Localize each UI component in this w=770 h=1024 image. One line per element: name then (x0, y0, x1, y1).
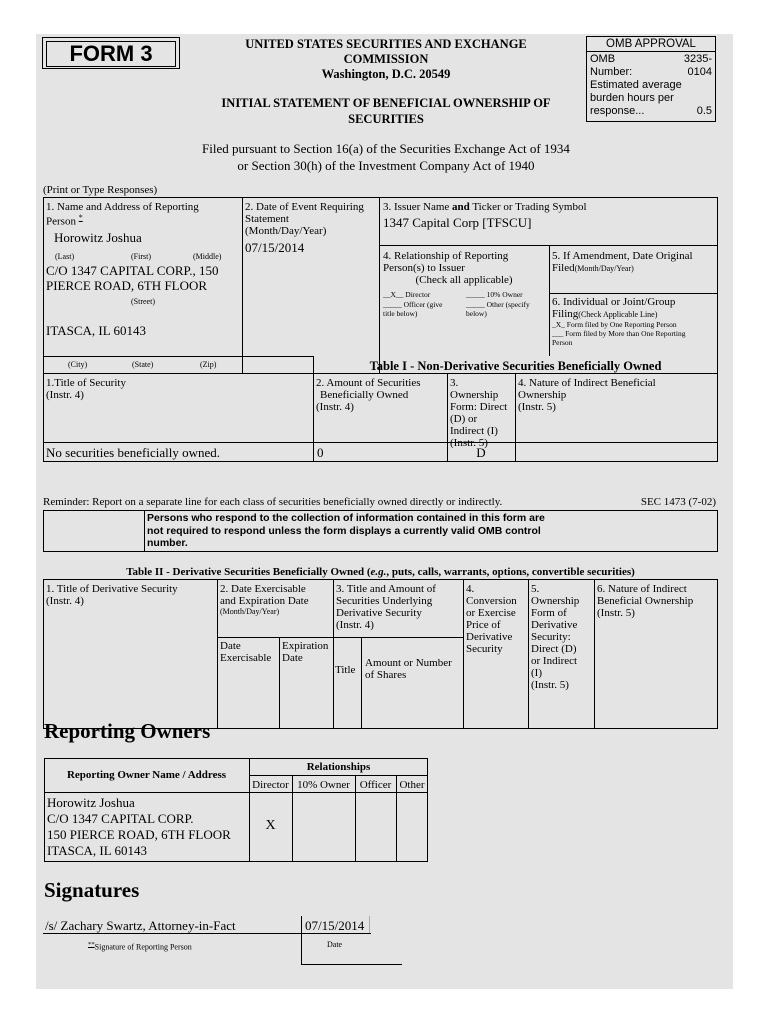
t2-c5-line4: Derivative (531, 619, 578, 631)
reporting-person-name: Horowitz Joshua (54, 230, 142, 245)
t2-c5-line8: (I) (531, 667, 542, 679)
t2-c4-line5: Derivative (466, 631, 513, 643)
form-title-line2: SECURITIES (348, 112, 424, 126)
t2-c3 (336, 583, 462, 631)
relationship-other (466, 300, 530, 318)
t1-c3-line4: (D) or (450, 413, 478, 425)
relationship-officer (383, 300, 442, 318)
box2-label-line3: (Month/Day/Year) (245, 225, 327, 237)
t1-c4-line2: Ownership (518, 389, 567, 401)
other-line1: _____ Other (specify (466, 300, 530, 309)
omb-notice (147, 512, 707, 550)
omb-number-label-b: Number: (590, 66, 633, 78)
box6-option-one: _X_ Form filed by One Reporting Person (552, 320, 677, 329)
box6-option-more: ___ Form filed by More than One Reporting (552, 329, 686, 338)
box3-label (383, 201, 713, 213)
box1-label (46, 201, 241, 228)
table1-header-form (450, 377, 516, 449)
label-last: (Last) (55, 252, 75, 261)
box5-label (552, 250, 717, 274)
label-middle: (Middle) (193, 252, 222, 261)
t2-c3-line1: 3. Title and Amount of (336, 583, 436, 595)
owner-line1: Horowitz Joshua (47, 795, 135, 810)
signature-value: /s/ Zachary Swartz, Attorney-in-Fact (45, 918, 236, 933)
box6-label-line3: (Check Applicable Line) (578, 310, 658, 319)
box5-label-line1: 5. If Amendment, Date Original (552, 250, 693, 262)
t1-c3-line2: Ownership (450, 389, 499, 401)
t2-c3-amount-a: Amount or Number (365, 657, 452, 669)
box4-label-line1: 4. Relationship of Reporting (383, 250, 509, 262)
address-line2: PIERCE ROAD, 6TH FLOOR (46, 278, 208, 293)
t2-c5-line5: Security: (531, 631, 571, 643)
box4-label-line2: Person(s) to Issuer (383, 262, 465, 274)
t2-c5-line6: Direct (D) (531, 643, 577, 655)
owner-name-header: Reporting Owner Name / Address (66, 769, 227, 781)
t1-c3-line5: Indirect (I) (450, 425, 498, 437)
table1-header-title (46, 377, 311, 401)
box6-option-more-b: Person (552, 338, 573, 347)
box4-label (380, 250, 548, 286)
label-state: (State) (132, 360, 154, 369)
omb-burden-label: response... (590, 105, 645, 117)
t2-c1 (46, 583, 216, 607)
table1-title: Table I - Non-Derivative Securities Beneficially Owned (369, 359, 662, 373)
signatures-heading: Signatures (44, 878, 140, 902)
box3-label-b: Ticker or Trading Symbol (469, 201, 587, 213)
box5-label-line3: (Month/Day/Year) (574, 264, 634, 273)
omb-approval-box (586, 36, 716, 122)
agency-location: Washington, D.C. 20549 (321, 67, 451, 81)
omb-number-label: OMB (590, 53, 616, 65)
relationship-director: __X__ Director (383, 290, 431, 299)
t2-c5 (531, 583, 593, 691)
t2-c3-amount-b: of Shares (365, 669, 407, 681)
t1-c4-line1: 4. Nature of Indirect Beneficial (518, 377, 656, 389)
form-page (36, 34, 733, 989)
box3-label-a: 3. Issuer Name (383, 201, 453, 213)
agency-line1: UNITED STATES SECURITIES AND EXCHANGE (245, 37, 527, 51)
owner-address (47, 795, 231, 859)
t2-c2-expiration-date (282, 640, 334, 664)
owner-line3: 150 PIERCE ROAD, 6TH FLOOR (47, 827, 231, 842)
table2-title-eg: e.g. (370, 566, 387, 578)
relationships-header: Relationships (306, 761, 371, 773)
t2-c5-line1: 5. (531, 583, 540, 595)
t2-c5-line3: Form of (531, 607, 567, 619)
box3-label-and: and (452, 201, 470, 213)
t2-c4-line3: or Exercise (466, 607, 516, 619)
signature-label-text: Signature of Reporting Person (94, 942, 192, 952)
t2-c5-line9: (Instr. 5) (531, 679, 569, 691)
t2-c1-line1: 1. Title of Derivative Security (46, 583, 178, 595)
owner-line2: C/O 1347 CAPITAL CORP. (47, 811, 194, 826)
table1-row-form: D (476, 445, 486, 460)
box1-asterisk: * (78, 213, 83, 222)
table2-title (43, 566, 718, 578)
t2-c2-line3: (Month/Day/Year) (220, 607, 280, 616)
form-title-line1: INITIAL STATEMENT OF BENEFICIAL OWNERSHIP OF (221, 96, 551, 110)
rel-ten-pct-header: 10% Owner (297, 779, 350, 791)
print-note: (Print or Type Responses) (43, 184, 158, 196)
t2-c2-date: Date (220, 640, 241, 652)
t1-c2-line1: 2. Amount of Securities (316, 377, 421, 389)
box2-label-line1: 2. Date of Event Requiring (245, 201, 364, 213)
omb-burden-line1: Estimated average (590, 79, 682, 91)
box4-label-line3: (Check all applicable) (415, 274, 513, 286)
label-street: (Street) (131, 297, 155, 306)
label-city: (City) (68, 360, 88, 369)
table2-title-b: , puts, calls, warrants, options, convertible securities) (386, 566, 635, 578)
t2-c2-date-exercisable (220, 640, 278, 664)
rel-other-header: Other (399, 779, 425, 791)
reporting-person-city: ITASCA, IL 60143 (46, 323, 146, 338)
t2-c6-line3: (Instr. 5) (597, 607, 635, 619)
t2-c4-line6: Security (466, 643, 503, 655)
t1-c3-line6: (Instr. 5) (450, 437, 488, 449)
t2-c2 (220, 583, 332, 616)
sec-number: SEC 1473 (7-02) (640, 496, 716, 508)
rel-director-header: Director (252, 779, 289, 791)
filed-line2: or Section 30(h) of the Investment Company Act of 1940 (237, 158, 535, 173)
t1-c2-line3: (Instr. 4) (316, 401, 354, 413)
address-line1: C/O 1347 CAPITAL CORP., 150 (46, 263, 219, 278)
filed-line1: Filed pursuant to Section 16(a) of the Securities Exchange Act of 1934 (202, 141, 570, 156)
agency-line2: COMMISSION (343, 52, 429, 66)
t2-c2-exercisable: Exercisable (220, 652, 272, 664)
box1-label-line2: Person (46, 215, 76, 228)
t2-c4 (466, 583, 528, 655)
table1-row-title: No securities beneficially owned. (46, 445, 220, 460)
event-date: 07/15/2014 (245, 240, 305, 255)
table1-header-nature (518, 377, 716, 413)
other-line2: below) (466, 309, 487, 318)
reporting-person-address (46, 263, 219, 293)
relationship-ten-pct: _____ 10% Owner (466, 290, 523, 299)
t2-c4-line1: 4. (466, 583, 475, 595)
signature-date: 07/15/2014 (305, 918, 365, 933)
signature-label (88, 940, 192, 952)
box2-label-line2: Statement (245, 213, 289, 225)
t2-c6-line2: Beneficial Ownership (597, 595, 694, 607)
reminder-text: Reminder: Report on a separate line for each class of securities beneficially owned directly or indirectly. (43, 496, 503, 508)
filed-pursuant (136, 140, 636, 174)
notice-line2: not required to respond unless the form displays a currently valid OMB control (147, 524, 541, 537)
t2-c3-line3: Derivative Security (336, 607, 422, 619)
t1-c1-line1: 1.Title of Security (46, 377, 126, 389)
omb-burden-line2: burden hours per (590, 92, 674, 104)
label-zip: (Zip) (200, 360, 217, 369)
t2-c6 (597, 583, 717, 619)
officer-line1: _____ Officer (give (383, 300, 443, 309)
omb-details (590, 53, 712, 118)
box6-label (552, 296, 717, 347)
t2-c3-line2: Securities Underlying (336, 595, 433, 607)
t2-c3-amount (365, 657, 463, 681)
box5-label-line2: Filed (552, 262, 575, 274)
table1-header-amount (316, 377, 446, 413)
omb-number-value-b: 0104 (687, 66, 712, 78)
notice-line3: number. (147, 537, 188, 549)
box1-label-line1: 1. Name and Address of Reporting (46, 201, 199, 213)
t2-c3-title: Title (335, 664, 356, 676)
reporting-owners-heading: Reporting Owners (44, 719, 211, 743)
omb-title: OMB APPROVAL (587, 37, 715, 52)
t1-c2-line2: Beneficially Owned (320, 389, 409, 401)
t2-c2-expiration: Expiration (282, 640, 329, 652)
t2-c2-line2: and Expiration Date (220, 595, 309, 607)
label-first: (First) (131, 252, 151, 261)
t2-c6-line1: 6. Nature of Indirect (597, 583, 687, 595)
box2-label (245, 201, 379, 237)
t2-c5-line7: or Indirect (531, 655, 578, 667)
rel-officer-header: Officer (359, 779, 392, 791)
signature-date-label: Date (327, 940, 343, 949)
t2-c3-line4: (Instr. 4) (336, 619, 374, 631)
t2-c2-exp-date: Date (282, 652, 303, 664)
officer-line2: title below) (383, 309, 418, 318)
notice-line1: Persons who respond to the collection of information contained in this form are (147, 512, 545, 524)
t2-c2-line1: 2. Date Exercisable (220, 583, 306, 595)
t2-c4-line2: Conversion (466, 595, 517, 607)
t1-c1-line2: (Instr. 4) (46, 389, 84, 401)
form-label: FORM 3 (46, 41, 176, 67)
agency-name (206, 37, 566, 82)
t2-c1-line2: (Instr. 4) (46, 595, 84, 607)
omb-number-value-a: 3235- (683, 53, 712, 65)
omb-burden-value: 0.5 (696, 105, 712, 117)
form-label-box (42, 37, 180, 69)
table2-title-a: Table II - Derivative Securities Beneficially Owned ( (126, 566, 371, 578)
t1-c3-line1: 3. (450, 377, 459, 389)
t2-c4-line4: Price of (466, 619, 501, 631)
table1-row-amount: 0 (317, 445, 324, 460)
box6-label-line2: Filing (552, 308, 579, 320)
box6-label-line1: 6. Individual or Joint/Group (552, 296, 676, 308)
t1-c3-line3: Form: Direct (450, 401, 508, 413)
t2-c5-line2: Ownership (531, 595, 580, 607)
owner-director-mark: X (265, 818, 276, 833)
form-title (186, 95, 586, 127)
t1-c4-line3: (Instr. 5) (518, 401, 556, 413)
signature-marker: ** (88, 941, 95, 948)
owner-line4: ITASCA, IL 60143 (47, 843, 147, 858)
issuer-name: 1347 Capital Corp [TFSCU] (383, 215, 532, 230)
